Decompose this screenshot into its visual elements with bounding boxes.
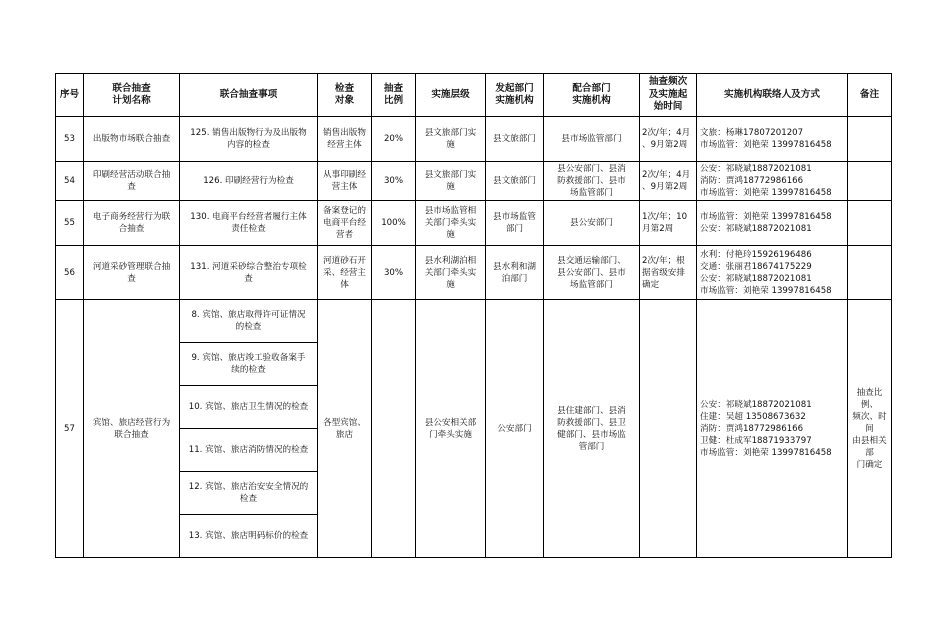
header-remark: 备注 bbox=[848, 74, 892, 117]
cell-items: 11. 宾馆、旅店消防情况的检查 bbox=[180, 429, 318, 472]
header-target: 检查 对象 bbox=[318, 74, 372, 117]
cell-plan: 出版物市场联合抽查 bbox=[84, 117, 180, 162]
cell-items: 13. 宾馆、旅店明码标价的检查 bbox=[180, 515, 318, 558]
header-row bbox=[56, 74, 892, 117]
cell-items: 8. 宾馆、旅店取得许可证情况 的检查 bbox=[180, 300, 318, 343]
cell-freq bbox=[640, 300, 697, 558]
cell-initiator: 县水利和湖 泊部门 bbox=[486, 246, 544, 300]
cell-target: 备案登记的 电商平台经 营者 bbox=[318, 201, 372, 246]
cell-coop: 县公安部门 bbox=[544, 201, 640, 246]
cell-freq: 1次/年；10 月第2周 bbox=[640, 201, 697, 246]
cell-initiator: 县文旅部门 bbox=[486, 117, 544, 162]
header-items: 联合抽查事项 bbox=[180, 74, 318, 117]
cell-seq: 53 bbox=[56, 117, 84, 162]
cell-seq: 54 bbox=[56, 162, 84, 201]
cell-contacts: 公安：祁晓斌18872021081 消防：贾鸿18772986166 市场监管：刘艳荣 13997816458 bbox=[697, 162, 848, 201]
cell-target: 各型宾馆、 旅店 bbox=[318, 300, 372, 558]
header-freq: 抽查频次 及实施起 始时间 bbox=[640, 74, 697, 117]
cell-level: 县市场监管相 关部门牵头实 施 bbox=[416, 201, 486, 246]
cell-contacts: 水利：付艳玲15926196486 交通：张丽君18674175229 公安：祁晓斌18872021081 市场监管：刘艳荣 13997816458 bbox=[697, 246, 848, 300]
header-plan: 联合抽查 计划名称 bbox=[84, 74, 180, 117]
table-row bbox=[56, 201, 892, 246]
cell-plan: 河道采砂管理联合抽 查 bbox=[84, 246, 180, 300]
header-level: 实施层级 bbox=[416, 74, 486, 117]
cell-remark bbox=[848, 117, 892, 162]
cell-items: 9. 宾馆、旅店竣工验收备案手 续的检查 bbox=[180, 343, 318, 386]
cell-remark bbox=[848, 162, 892, 201]
cell-freq: 2次/年；根 据省级安排 确定 bbox=[640, 246, 697, 300]
cell-plan: 电子商务经营行为联 合抽查 bbox=[84, 201, 180, 246]
cell-level: 县水利湖泊相 关部门牵头实 施 bbox=[416, 246, 486, 300]
inspection-plan-table bbox=[55, 73, 892, 558]
header-coop: 配合部门 实施机构 bbox=[544, 74, 640, 117]
cell-contacts: 市场监管：刘艳荣 13997816458 公安：祁晓斌18872021081 bbox=[697, 201, 848, 246]
cell-contacts: 文旅：杨琳17807201207 市场监管：刘艳荣 13997816458 bbox=[697, 117, 848, 162]
cell-plan: 印刷经营活动联合抽 查 bbox=[84, 162, 180, 201]
cell-level: 县文旅部门实 施 bbox=[416, 162, 486, 201]
cell-remark: 抽查比例、 频次、时间 由县相关部 门确定 bbox=[848, 300, 892, 558]
cell-items: 131. 河道采砂综合整治专项检 查 bbox=[180, 246, 318, 300]
cell-items: 12. 宾馆、旅店治安安全情况的 检查 bbox=[180, 472, 318, 515]
cell-items: 125. 销售出版物行为及出版物 内容的检查 bbox=[180, 117, 318, 162]
cell-target: 销售出版物 经营主体 bbox=[318, 117, 372, 162]
header-ratio: 抽查 比例 bbox=[372, 74, 416, 117]
cell-remark bbox=[848, 201, 892, 246]
cell-remark bbox=[848, 246, 892, 300]
table-row bbox=[56, 162, 892, 201]
cell-items: 130. 电商平台经营者履行主体 责任检查 bbox=[180, 201, 318, 246]
cell-freq: 2次/年；4月 、9月第2周 bbox=[640, 117, 697, 162]
table-row bbox=[56, 246, 892, 300]
cell-ratio: 30% bbox=[372, 162, 416, 201]
cell-ratio: 20% bbox=[372, 117, 416, 162]
header-contacts: 实施机构联络人及方式 bbox=[697, 74, 848, 117]
cell-coop: 县公安部门、县消 防救援部门、县市 场监管部门 bbox=[544, 162, 640, 201]
cell-initiator: 公安部门 bbox=[486, 300, 544, 558]
cell-coop: 县市场监管部门 bbox=[544, 117, 640, 162]
cell-plan: 宾馆、旅店经营行为 联合抽查 bbox=[84, 300, 180, 558]
table-row bbox=[56, 300, 892, 343]
cell-initiator: 县文旅部门 bbox=[486, 162, 544, 201]
cell-target: 从事印刷经 营主体 bbox=[318, 162, 372, 201]
cell-seq: 55 bbox=[56, 201, 84, 246]
cell-level: 县公安相关部 门牵头实施 bbox=[416, 300, 486, 558]
cell-seq: 57 bbox=[56, 300, 84, 558]
cell-ratio bbox=[372, 300, 416, 558]
cell-seq: 56 bbox=[56, 246, 84, 300]
cell-coop: 县交通运输部门、 县公安部门、县市 场监管部门 bbox=[544, 246, 640, 300]
cell-initiator: 县市场监管 部门 bbox=[486, 201, 544, 246]
cell-coop: 县住建部门、县消 防救援部门、县卫 健部门、县市场监 管部门 bbox=[544, 300, 640, 558]
cell-level: 县文旅部门实 施 bbox=[416, 117, 486, 162]
cell-items: 126. 印刷经营行为检查 bbox=[180, 162, 318, 201]
table-row bbox=[56, 117, 892, 162]
cell-ratio: 30% bbox=[372, 246, 416, 300]
cell-items: 10. 宾馆、旅店卫生情况的检查 bbox=[180, 386, 318, 429]
cell-contacts: 公安：祁晓斌18872021081 住建：吴超 13508673632 消防：贾鸿18772986166 卫健：杜成军18871933797 市场监管：刘艳荣 13997816458 bbox=[697, 300, 848, 558]
cell-ratio: 100% bbox=[372, 201, 416, 246]
header-seq: 序号 bbox=[56, 74, 84, 117]
cell-freq: 2次/年；4月 、9月第2周 bbox=[640, 162, 697, 201]
header-initiator: 发起部门 实施机构 bbox=[486, 74, 544, 117]
cell-target: 河道砂石开 采、经营主 体 bbox=[318, 246, 372, 300]
